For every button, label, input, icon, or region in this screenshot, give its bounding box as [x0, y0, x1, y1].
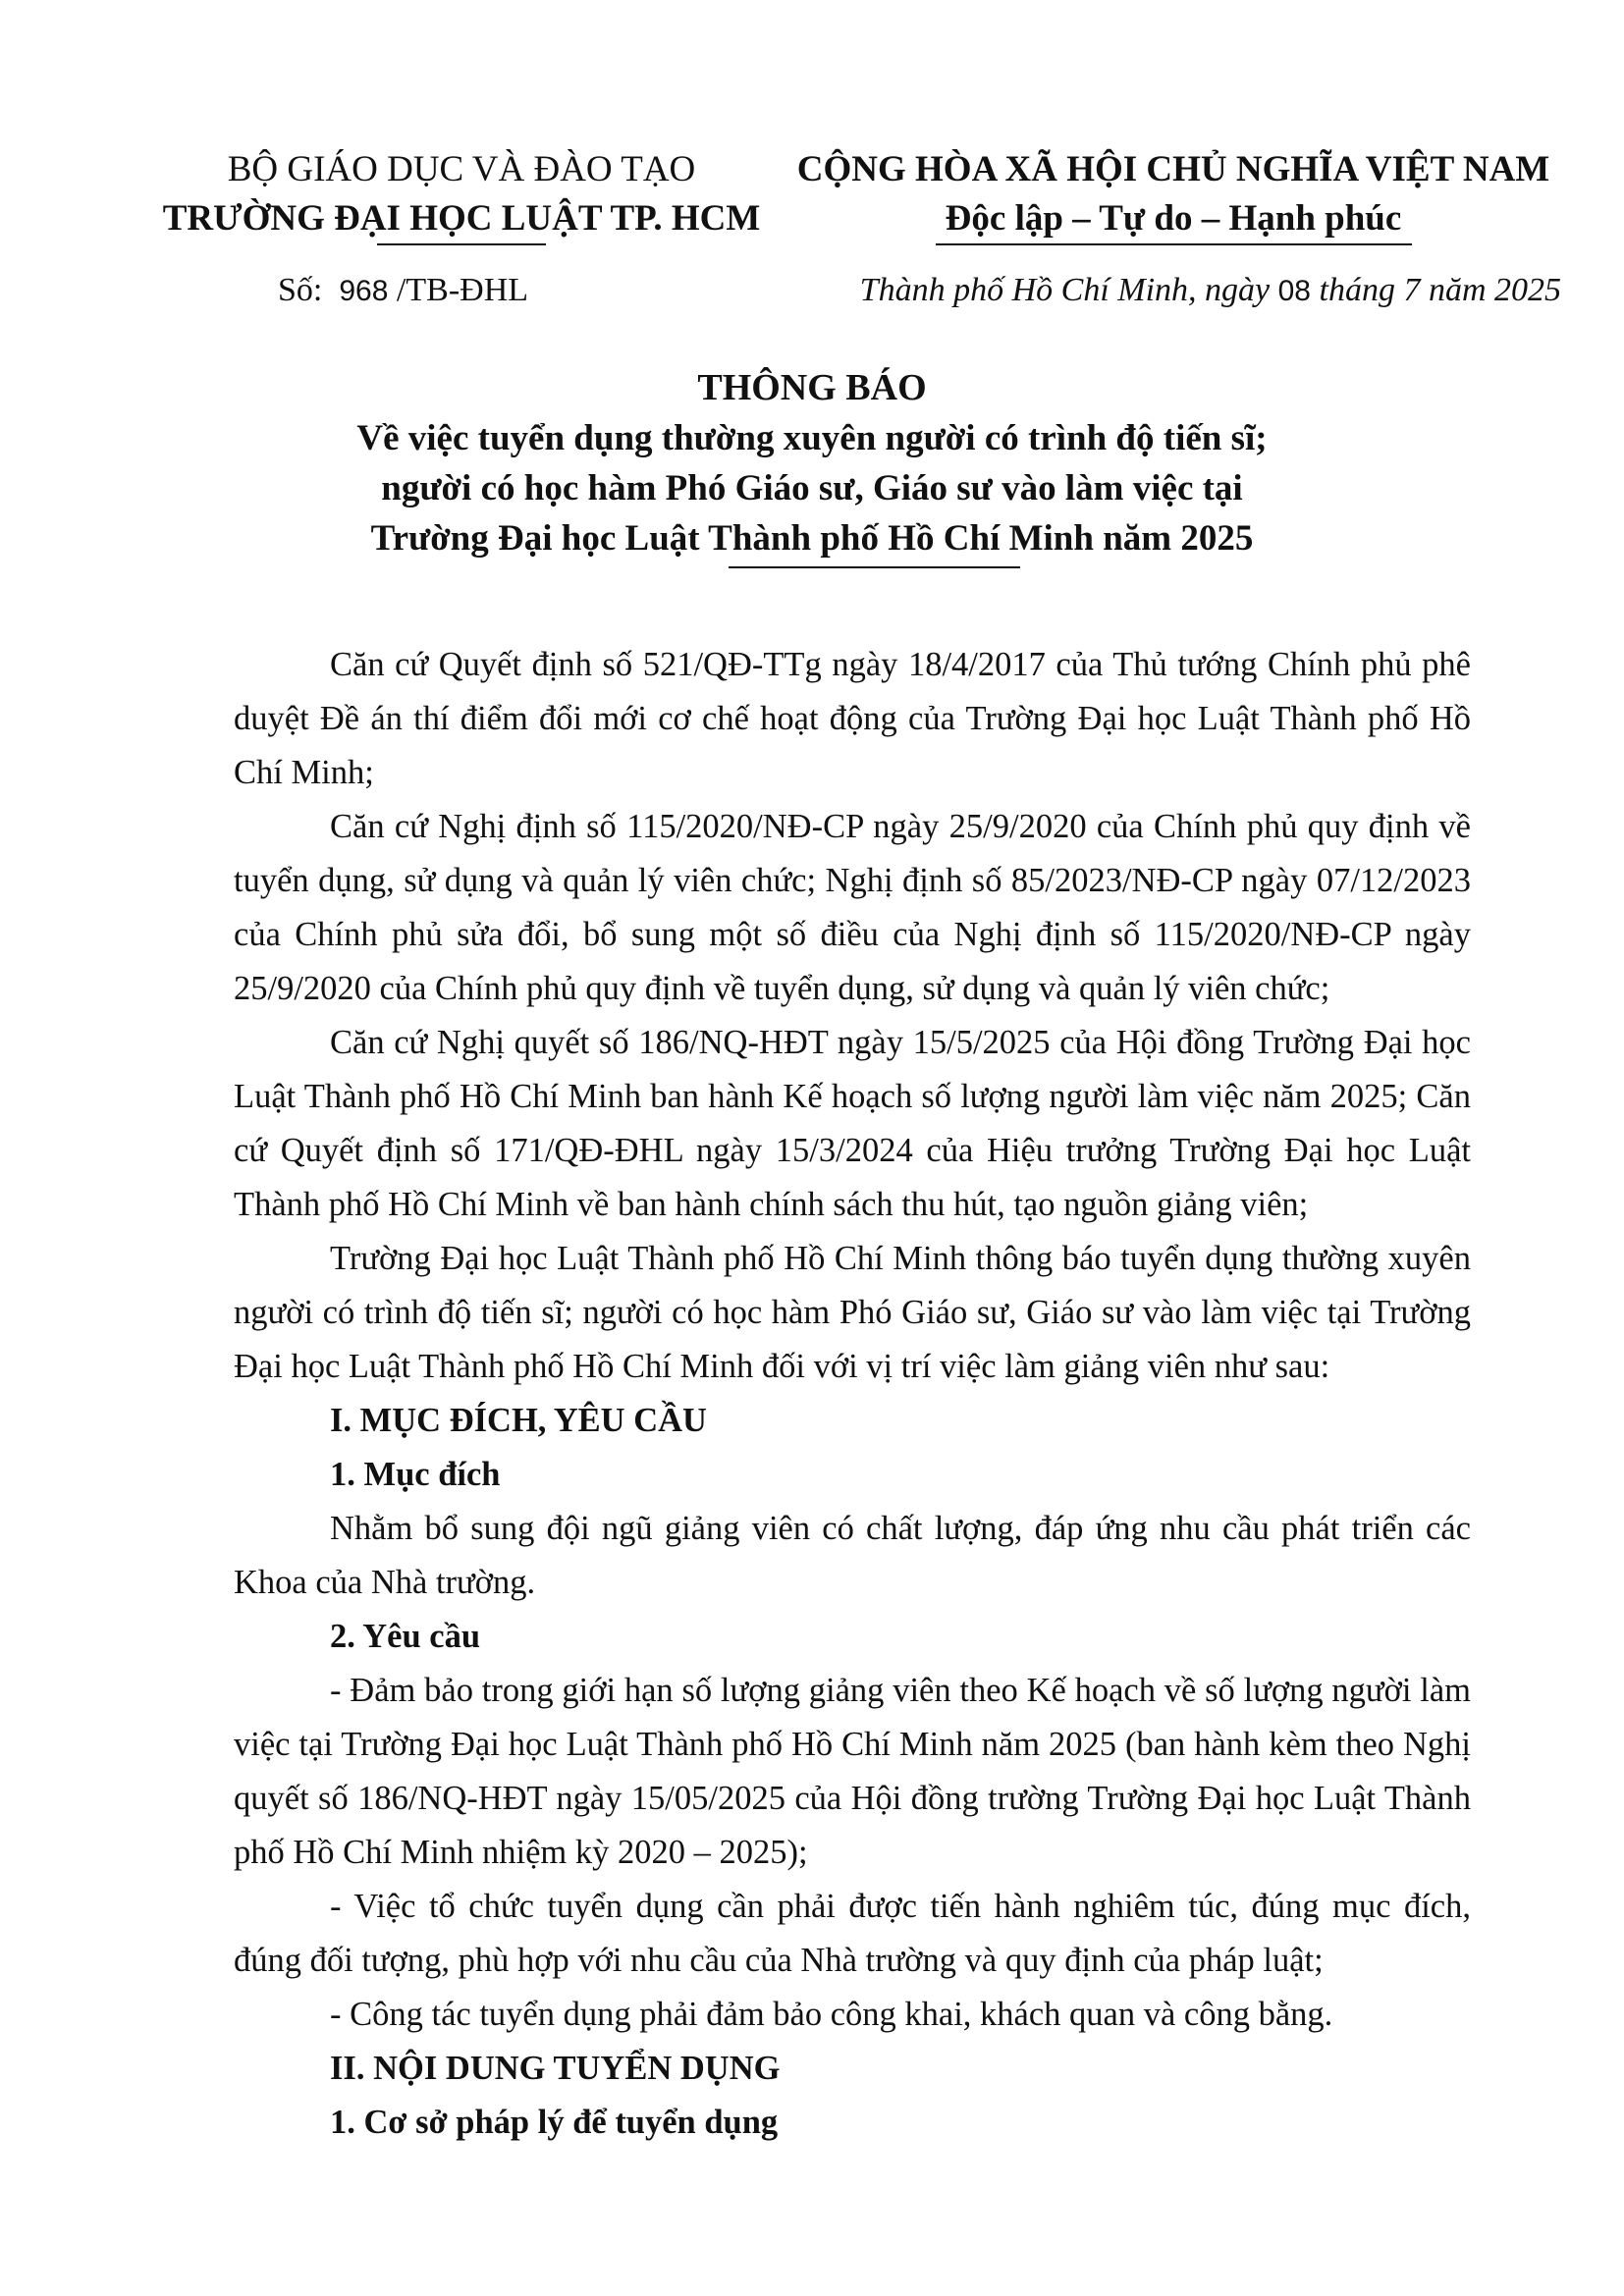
- paragraph-announcement: Trường Đại học Luật Thành phố Hồ Chí Minh thông báo tuyển dụng thường xuyên người có trình độ tiến sĩ; người có học hàm Phó Giáo sư, Giáo sư vào làm việc tại Trường Đại học Luật Thành phố Hồ Chí Minh đối với vị trí việc làm giảng viên như sau:: [234, 1240, 1471, 1385]
- title-line-2: người có học hàm Phó Giáo sư, Giáo sư vào làm việc tại: [381, 468, 1243, 508]
- document-date: [860, 269, 1561, 313]
- paragraph-legal-basis-2: Căn cứ Nghị định số 115/2020/NĐ-CP ngày 25/9/2020 của Chính phủ quy định về tuyển dụng, sử dụng và quản lý viên chức; Nghị định số 85/2023/NĐ-CP ngày 07/12/2023 của Chính phủ sửa đổi, bổ sung một số điều của Nghị định số 115/2020/NĐ-CP ngày 25/9/2020 của Chính phủ quy định về tuyển dụng, sử dụng và quản lý viên chức;: [234, 808, 1471, 1007]
- section-heading-1: I. MỤC ĐÍCH, YÊU CẦU: [330, 1402, 707, 1439]
- paragraph-purpose: Nhằm bổ sung đội ngũ giảng viên có chất lượng, đáp ứng nhu cầu phát triển các Khoa của Nhà trường.: [234, 1510, 1471, 1601]
- subsection-heading-legal-basis: 1. Cơ sở pháp lý để tuyển dụng: [330, 2104, 779, 2141]
- requirement-item-1: - Đảm bảo trong giới hạn số lượng giảng viên theo Kế hoạch về số lượng người làm việc tại Trường Đại học Luật Thành phố Hồ Chí Minh năm 2025 (ban hành kèm theo Nghị quyết số 186/NQ-HĐT ngày 15/05/2025 của Hội đồng trường Trường Đại học Luật Thành phố Hồ Chí Minh nhiệm kỳ 2020 – 2025);: [234, 1672, 1471, 1871]
- title-line-1: Về việc tuyển dụng thường xuyên người có trình độ tiến sĩ;: [356, 418, 1268, 458]
- document-body: [234, 638, 1471, 2150]
- requirement-item-3: - Công tác tuyển dụng phải đảm bảo công khai, khách quan và công bằng.: [330, 1996, 1333, 2033]
- republic-name: CỘNG HÒA XÃ HỘI CHỦ NGHĨA VIỆT NAM: [796, 149, 1550, 189]
- date-prefix: Thành phố Hồ Chí Minh, ngày: [859, 272, 1278, 308]
- document-title: [147, 363, 1477, 563]
- requirement-item-2: - Việc tổ chức tuyển dụng cần phải được tiến hành nghiêm túc, đúng mục đích, đúng đối tượng, phù hợp với nhu cầu của Nhà trường và quy định của pháp luật;: [234, 1888, 1471, 1979]
- paragraph-legal-basis-1: Căn cứ Quyết định số 521/QĐ-TTg ngày 18/4/2017 của Thủ tướng Chính phủ phê duyệt Đề án thí điểm đổi mới cơ chế hoạt động của Trường Đại học Luật Thành phố Hồ Chí Minh;: [234, 646, 1471, 791]
- motto-underline: [936, 243, 1412, 245]
- date-day: 08: [1277, 275, 1311, 307]
- number-value: 968: [339, 275, 389, 307]
- number-prefix: Số:: [278, 272, 340, 308]
- title-main: THÔNG BÁO: [697, 367, 927, 408]
- subsection-heading-purpose: 1. Mục đích: [330, 1456, 501, 1493]
- number-suffix: /TB-ĐHL: [388, 272, 529, 308]
- authority-underline: [377, 243, 546, 245]
- section-heading-2: II. NỘI DUNG TUYỂN DỤNG: [330, 2050, 781, 2087]
- paragraph-legal-basis-3: Căn cứ Nghị quyết số 186/NQ-HĐT ngày 15/5/2025 của Hội đồng Trường Đại học Luật Thành phố Hồ Chí Minh ban hành Kế hoạch số lượng người làm việc năm 2025; Căn cứ Quyết định số 171/QĐ-ĐHL ngày 15/3/2024 của Hiệu trưởng Trường Đại học Luật Thành phố Hồ Chí Minh về ban hành chính sách thu hút, tạo nguồn giảng viên;: [234, 1024, 1471, 1223]
- subsection-heading-requirements: 2. Yêu cầu: [330, 1618, 481, 1655]
- issuing-authority: [147, 145, 776, 245]
- title-line-3: Trường Đại học Luật Thành phố Hồ Chí Minh năm 2025: [370, 518, 1254, 559]
- ministry-name: BỘ GIÁO DỤC VÀ ĐÀO TẠO: [227, 149, 696, 189]
- national-motto: Độc lập – Tự do – Hạnh phúc: [945, 198, 1402, 239]
- document-number: [278, 269, 528, 313]
- title-underline: [729, 566, 1020, 568]
- school-name: TRƯỜNG ĐẠI HỌC LUẬT TP. HCM: [162, 198, 761, 239]
- date-suffix: tháng 7 năm 2025: [1311, 272, 1561, 308]
- national-title: [785, 145, 1561, 245]
